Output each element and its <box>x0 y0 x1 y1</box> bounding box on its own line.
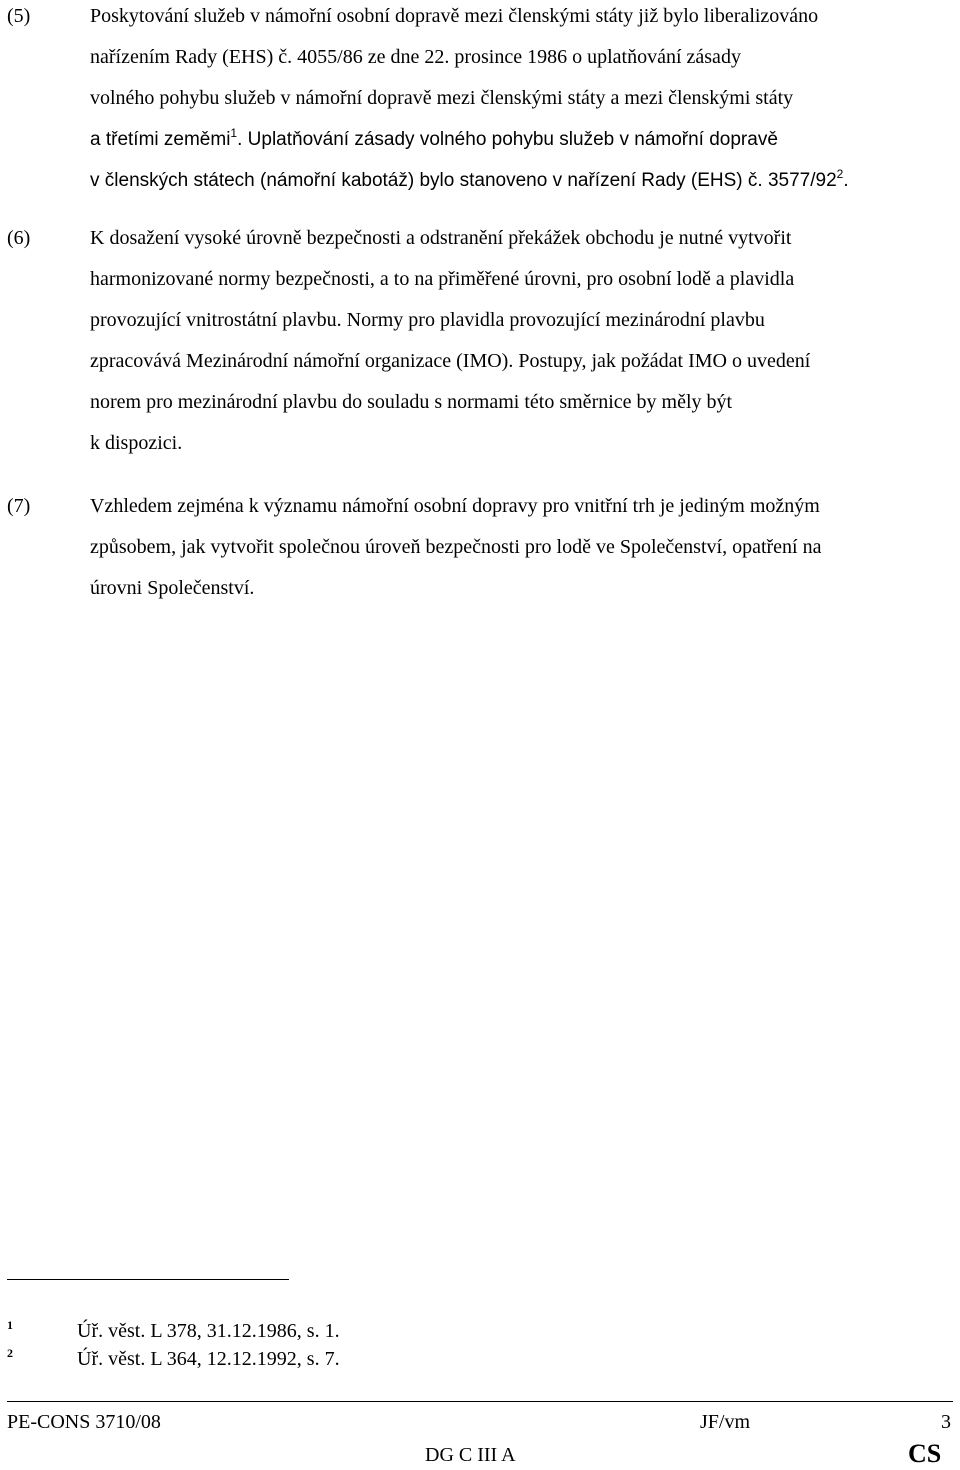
paragraph-line: způsobem, jak vytvořit společnou úroveň bezpečnosti pro lodě ve Společenství, opatření na <box>90 536 822 558</box>
footnote-text: Úř. věst. L 378, 31.12.1986, s. 1. <box>77 1320 340 1342</box>
footnote-ref-1[interactable]: 1 <box>230 126 238 140</box>
paragraph-6 <box>7 218 957 468</box>
paragraph-line: norem pro mezinárodní plavbu do souladu s normami této směrnice by měly být <box>90 391 733 413</box>
footer-language-code: CS <box>908 1439 942 1468</box>
paragraph-line: nařízením Rady (EHS) č. 4055/86 ze dne 22. prosince 1986 o uplatňování zásady <box>90 46 741 68</box>
paragraph-line: a třetími zeměmi$^1$. Uplatňování zásady volného pohybu služeb v námořní dopravě <box>90 126 778 150</box>
footer-page-number: 3 <box>941 1411 951 1433</box>
footnote-text: Úř. věst. L 364, 12.12.1992, s. 7. <box>77 1348 340 1370</box>
paragraph-line: úrovni Společenství. <box>90 577 255 599</box>
footer-department: DG C III A <box>425 1444 516 1466</box>
paragraph-line: volného pohybu služeb v námořní dopravě mezi členskými státy a mezi členskými státy <box>90 87 794 109</box>
paragraph-number: (6) <box>7 227 31 249</box>
paragraph-line: provozující vnitrostátní plavbu. Normy pro plavidla provozující mezinárodní plavbu <box>90 309 765 331</box>
footnote-2 <box>7 1346 607 1372</box>
paragraph-line: zpracovává Mezinárodní námořní organizace (IMO). Postupy, jak požádat IMO o uvedení <box>90 350 811 372</box>
footnote-ref-2[interactable]: 2 <box>836 167 844 181</box>
footnote-number: 1 <box>7 1318 13 1332</box>
paragraph-line: Poskytování služeb v námořní osobní dopravě mezi členskými státy již bylo liberalizováno <box>90 5 819 27</box>
footnote-separator <box>7 1279 289 1280</box>
footer-separator <box>7 1401 953 1402</box>
footnote-number: 2 <box>7 1346 13 1360</box>
footnote-1 <box>7 1318 607 1344</box>
footer-initials: JF/vm <box>700 1411 751 1433</box>
paragraph-line: k dispozici. <box>90 432 183 454</box>
paragraph-7 <box>7 486 957 611</box>
paragraph-number: (7) <box>7 495 31 517</box>
paragraph-line: Vzhledem zejména k významu námořní osobní dopravy pro vnitřní trh je jediným možným <box>90 495 820 517</box>
paragraph-line: v členských státech (námořní kabotáž) bylo stanoveno v nařízení Rady (EHS) č. $3577/92^2$. <box>90 167 849 191</box>
paragraph-line: harmonizované normy bezpečnosti, a to na přiměřené úrovni, pro osobní lodě a plavidla <box>90 268 795 290</box>
footer-doc-ref: PE-CONS 3710/08 <box>7 1411 161 1433</box>
paragraph-5 <box>7 0 957 206</box>
paragraph-number: (5) <box>7 5 31 27</box>
paragraph-line: K dosažení vysoké úrovně bezpečnosti a odstranění překážek obchodu je nutné vytvořit <box>90 227 792 249</box>
